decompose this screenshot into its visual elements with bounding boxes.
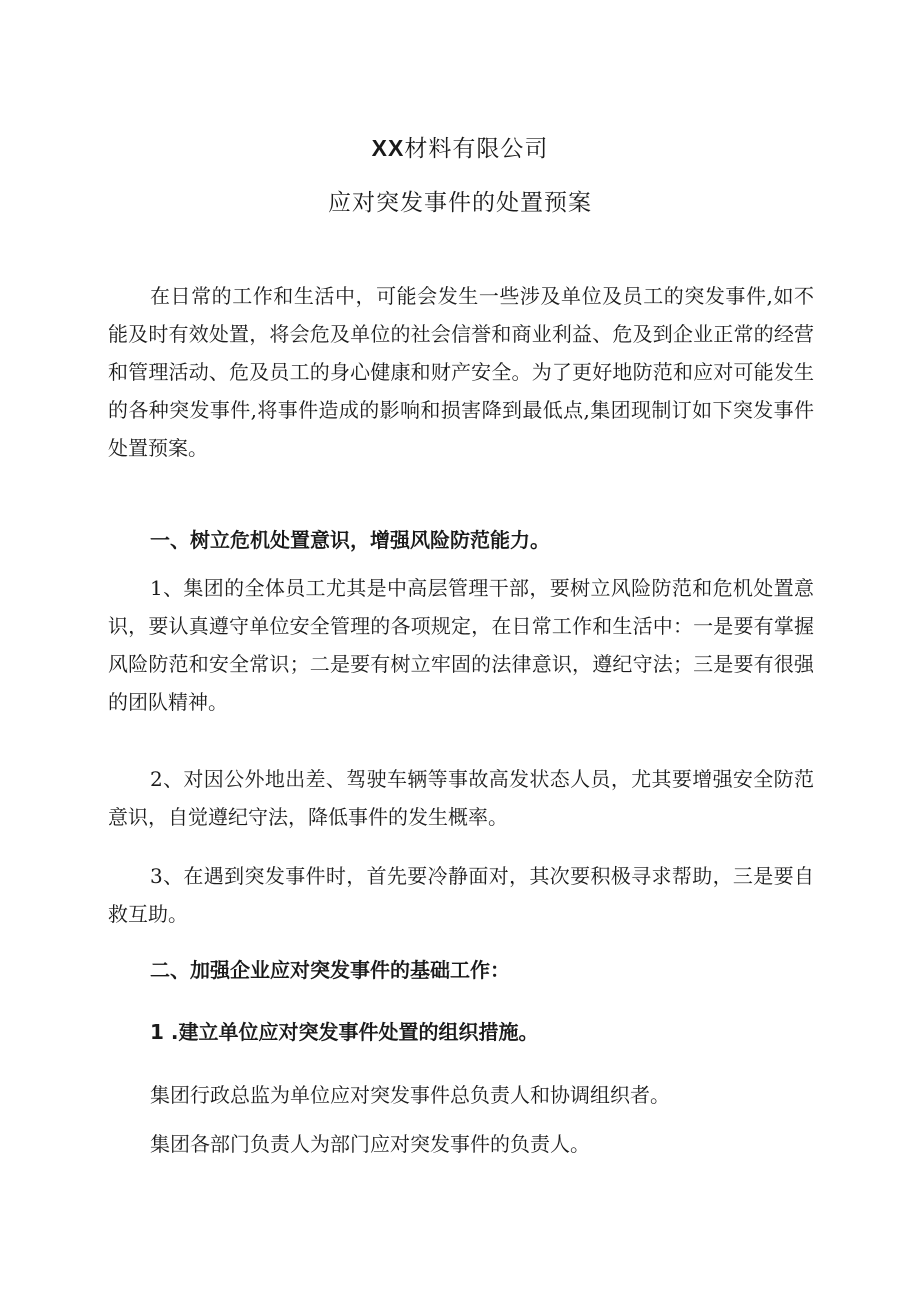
title-company: 材料有限公司 xyxy=(404,136,549,162)
document-subtitle: 应对突发事件的处置预案 xyxy=(328,190,592,216)
section-two-line-1: 集团行政总监为单位应对突发事件总负责人和协调组织者。 xyxy=(150,1083,670,1107)
intro-paragraph: 在日常的工作和生活中，可能会发生一些涉及单位及员工的突发事件,如不能及时有效处置，将会危及单位的社会信誉和商业利益、危及到企业正常的经营和管理活动、危及员工的身心健康和财产安全。为了更好地防范和应对可能发生的各种突发事件,将事件造成的影响和损害降到最低点,集团现制订如下突发事件处置预案。 xyxy=(108,284,814,460)
section-one-heading: 一、树立危机处置意识，增强风险防范能力。 xyxy=(150,528,550,552)
section-two-line-2: 集团各部门负责人为部门应对突发事件的负责人。 xyxy=(150,1132,590,1156)
section-one-item-2: 2、对因公外地出差、驾驶车辆等事故高发状态人员，尤其要增强安全防范意识，自觉遵纪守法，降低事件的发生概率。 xyxy=(108,767,814,829)
section-two-subheading: 1 .建立单位应对突发事件处置的组织措施。 xyxy=(150,1020,539,1044)
section-one-item-1: 1、集团的全体员工尤其是中高层管理干部，要树立风险防范和危机处置意识，要认真遵守单位安全管理的各项规定，在日常工作和生活中：一是要有掌握风险防范和安全常识；二是要有树立牢固的法律意识，遵纪守法；三是要有很强的团队精神。 xyxy=(108,576,814,714)
document-title xyxy=(0,130,920,163)
title-prefix: XX xyxy=(371,135,405,161)
section-two-heading: 二、加强企业应对突发事件的基础工作： xyxy=(150,958,510,982)
section-one-item-3: 3、在遇到突发事件时，首先要冷静面对，其次要积极寻求帮助，三是要自救互助。 xyxy=(108,864,814,926)
